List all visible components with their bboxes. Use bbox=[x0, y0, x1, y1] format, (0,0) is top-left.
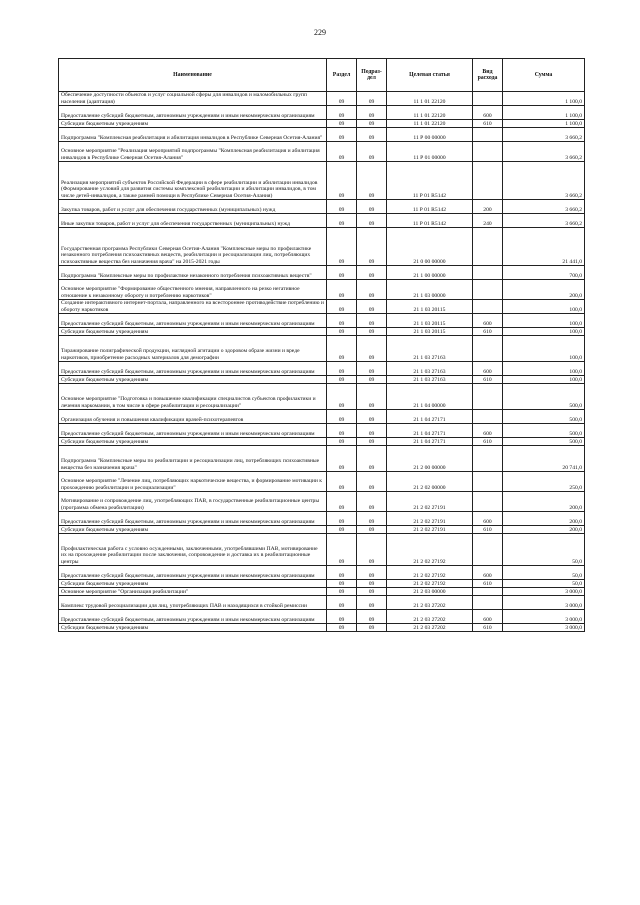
row-target-cell: 21 1 04 27171 bbox=[387, 410, 473, 424]
row-name-cell: Государственная программа Республики Северная Осетия-Алания "Комплексные меры по профилактике незаконного потребления психоактивных веществ, реабилитации и ресоциализации лиц, потребляющих психоактивные вещества без назначения врача" на 2015-2021 годы bbox=[59, 228, 327, 266]
row-name-cell: Иные закупки товаров, работ и услуг для обеспечения государственных (муниципальных) нужд bbox=[59, 214, 327, 228]
table-row bbox=[59, 376, 585, 384]
row-section-cell: 09 bbox=[327, 142, 357, 162]
row-target-cell: 21 1 03 27163 bbox=[387, 336, 473, 362]
row-section-cell: 09 bbox=[327, 472, 357, 492]
row-subsection-cell: 09 bbox=[357, 492, 387, 512]
row-expense-type-cell bbox=[473, 300, 503, 314]
row-sum-cell: 1 100,0 bbox=[503, 106, 585, 120]
table-row bbox=[59, 566, 585, 580]
row-sum-cell: 3 000,0 bbox=[503, 624, 585, 632]
row-name-cell: Субсидии бюджетным учреждениям bbox=[59, 438, 327, 446]
row-name-cell: Подпрограмма "Комплексные меры по профилактике незаконного потребления психоактивных веществ" bbox=[59, 266, 327, 280]
row-target-cell: 21 1 03 27163 bbox=[387, 362, 473, 376]
table-row bbox=[59, 610, 585, 624]
table-row bbox=[59, 362, 585, 376]
row-expense-type-cell bbox=[473, 534, 503, 566]
row-subsection-cell: 09 bbox=[357, 588, 387, 596]
page-number: 229 bbox=[314, 28, 326, 37]
row-subsection-cell: 09 bbox=[357, 610, 387, 624]
row-sum-cell: 200,0 bbox=[503, 526, 585, 534]
row-subsection-cell: 09 bbox=[357, 596, 387, 610]
row-name-cell: Основное мероприятие "Подготовка и повышение квалификации специалистов субъектов профилактики и лечения наркомании, в том числе в сфере реабилитации и ресоциализации" bbox=[59, 384, 327, 410]
row-target-cell: 11 1 01 22120 bbox=[387, 120, 473, 128]
row-target-cell: 21 2 03 27202 bbox=[387, 596, 473, 610]
row-name-cell: Субсидии бюджетным учреждениям bbox=[59, 526, 327, 534]
row-name-cell: Предоставление субсидий бюджетным, автономным учреждениям и иным некоммерческим организациям bbox=[59, 610, 327, 624]
row-sum-cell: 50,0 bbox=[503, 566, 585, 580]
row-section-cell: 09 bbox=[327, 588, 357, 596]
table-row bbox=[59, 300, 585, 314]
row-name-cell: Основное мероприятие "Реализация мероприятий подпрограммы "Комплексная реабилитация и абилитация инвалидов в Республике Северная Осетия-Алания" bbox=[59, 142, 327, 162]
row-expense-type-cell: 600 bbox=[473, 362, 503, 376]
row-subsection-cell: 09 bbox=[357, 624, 387, 632]
row-sum-cell: 3 660,2 bbox=[503, 162, 585, 200]
row-target-cell: 21 1 00 00000 bbox=[387, 266, 473, 280]
row-expense-type-cell: 610 bbox=[473, 526, 503, 534]
row-expense-type-cell bbox=[473, 492, 503, 512]
row-subsection-cell: 09 bbox=[357, 438, 387, 446]
row-target-cell: 11 Р 01 R5142 bbox=[387, 162, 473, 200]
row-sum-cell: 3 660,2 bbox=[503, 200, 585, 214]
row-expense-type-cell bbox=[473, 410, 503, 424]
row-expense-type-cell bbox=[473, 128, 503, 142]
table-body bbox=[59, 92, 585, 632]
header-expense-type: Вид расхода bbox=[473, 59, 503, 92]
table-row bbox=[59, 580, 585, 588]
row-expense-type-cell: 600 bbox=[473, 610, 503, 624]
row-name-cell: Реализация мероприятий субъектов Российской Федерации в сфере реабилитации и абилитации инвалидов (Формирование условий для развития системы комплексной реабилитации и абилитации инвалидов, в том числе детей-инвалидов, а также ранней помощи в Республике Северная Осетия-Алания) bbox=[59, 162, 327, 200]
row-expense-type-cell bbox=[473, 588, 503, 596]
table-row bbox=[59, 526, 585, 534]
table-row bbox=[59, 128, 585, 142]
row-expense-type-cell bbox=[473, 266, 503, 280]
table-row bbox=[59, 624, 585, 632]
row-subsection-cell: 09 bbox=[357, 266, 387, 280]
row-subsection-cell: 09 bbox=[357, 512, 387, 526]
row-section-cell: 09 bbox=[327, 120, 357, 128]
table-row bbox=[59, 336, 585, 362]
row-target-cell: 11 Р 01 R5142 bbox=[387, 200, 473, 214]
row-sum-cell: 500,0 bbox=[503, 410, 585, 424]
row-target-cell: 21 2 02 00000 bbox=[387, 472, 473, 492]
row-target-cell: 21 2 03 27202 bbox=[387, 610, 473, 624]
row-expense-type-cell bbox=[473, 280, 503, 300]
row-subsection-cell: 09 bbox=[357, 384, 387, 410]
row-sum-cell: 50,0 bbox=[503, 534, 585, 566]
row-name-cell: Тиражирование полиграфической продукции, наглядной агитации о здоровом образе жизни и вреде наркотиков, приобретение расходных материалов для демографии bbox=[59, 336, 327, 362]
row-target-cell: 21 2 03 27202 bbox=[387, 624, 473, 632]
row-subsection-cell: 09 bbox=[357, 472, 387, 492]
row-subsection-cell: 09 bbox=[357, 566, 387, 580]
row-section-cell: 09 bbox=[327, 424, 357, 438]
row-name-cell: Профилактическая работа с условно осужденными, заключенными, употреблявшими ПАВ, мотивирование их на прохождение реабилитации после заключения, сопровождение и доставка их в реабилитационные центры bbox=[59, 534, 327, 566]
header-section: Раздел bbox=[327, 59, 357, 92]
row-target-cell: 11 1 01 22120 bbox=[387, 106, 473, 120]
row-subsection-cell: 09 bbox=[357, 336, 387, 362]
row-sum-cell: 200,0 bbox=[503, 280, 585, 300]
row-name-cell: Создание интерактивного интернет-портала, направленного на всестороннее противодействие потреблению и обороту наркотиков bbox=[59, 300, 327, 314]
header-sum: Сумма bbox=[503, 59, 585, 92]
row-expense-type-cell bbox=[473, 162, 503, 200]
row-subsection-cell: 09 bbox=[357, 120, 387, 128]
table-header-row bbox=[59, 59, 585, 92]
row-subsection-cell: 09 bbox=[357, 142, 387, 162]
row-target-cell: 21 1 03 00000 bbox=[387, 280, 473, 300]
row-sum-cell: 700,0 bbox=[503, 266, 585, 280]
row-subsection-cell: 09 bbox=[357, 280, 387, 300]
row-subsection-cell: 09 bbox=[357, 580, 387, 588]
row-sum-cell: 100,0 bbox=[503, 362, 585, 376]
table-row bbox=[59, 472, 585, 492]
table-row bbox=[59, 162, 585, 200]
row-section-cell: 09 bbox=[327, 534, 357, 566]
row-target-cell: 21 2 02 27191 bbox=[387, 526, 473, 534]
row-section-cell: 09 bbox=[327, 300, 357, 314]
table-row bbox=[59, 92, 585, 106]
row-sum-cell: 200,0 bbox=[503, 492, 585, 512]
row-expense-type-cell bbox=[473, 472, 503, 492]
table-row bbox=[59, 280, 585, 300]
row-section-cell: 09 bbox=[327, 526, 357, 534]
table-row bbox=[59, 314, 585, 328]
table-row bbox=[59, 446, 585, 472]
table-row bbox=[59, 492, 585, 512]
row-name-cell: Предоставление субсидий бюджетным, автономным учреждениям и иным некоммерческим организациям bbox=[59, 314, 327, 328]
row-section-cell: 09 bbox=[327, 362, 357, 376]
row-subsection-cell: 09 bbox=[357, 200, 387, 214]
row-sum-cell: 3 660,2 bbox=[503, 142, 585, 162]
row-expense-type-cell: 610 bbox=[473, 120, 503, 128]
row-subsection-cell: 09 bbox=[357, 300, 387, 314]
row-sum-cell: 100,0 bbox=[503, 376, 585, 384]
table-row bbox=[59, 438, 585, 446]
row-target-cell: 21 1 03 20115 bbox=[387, 328, 473, 336]
row-name-cell: Основное мероприятие "Лечение лиц, потребляющих наркотические вещества, и формирование мотивации к прохождению реабилитации и ресоциализации" bbox=[59, 472, 327, 492]
row-sum-cell: 500,0 bbox=[503, 384, 585, 410]
row-expense-type-cell: 600 bbox=[473, 512, 503, 526]
table-row bbox=[59, 596, 585, 610]
row-target-cell: 21 1 03 20115 bbox=[387, 314, 473, 328]
row-section-cell: 09 bbox=[327, 162, 357, 200]
row-subsection-cell: 09 bbox=[357, 424, 387, 438]
table-row bbox=[59, 120, 585, 128]
row-target-cell: 11 Р 00 00000 bbox=[387, 128, 473, 142]
row-target-cell: 21 2 03 00000 bbox=[387, 588, 473, 596]
row-expense-type-cell bbox=[473, 92, 503, 106]
row-expense-type-cell: 200 bbox=[473, 200, 503, 214]
header-name: Наименование bbox=[59, 59, 327, 92]
row-subsection-cell: 09 bbox=[357, 526, 387, 534]
row-name-cell: Закупка товаров, работ и услуг для обеспечения государственных (муниципальных) нужд bbox=[59, 200, 327, 214]
row-name-cell: Субсидии бюджетным учреждениям bbox=[59, 580, 327, 588]
row-section-cell: 09 bbox=[327, 314, 357, 328]
row-section-cell: 09 bbox=[327, 624, 357, 632]
table-row bbox=[59, 512, 585, 526]
row-section-cell: 09 bbox=[327, 266, 357, 280]
row-target-cell: 21 1 04 00000 bbox=[387, 384, 473, 410]
row-subsection-cell: 09 bbox=[357, 328, 387, 336]
row-section-cell: 09 bbox=[327, 410, 357, 424]
row-name-cell: Комплекс трудовой ресоциализации для лиц, употребляющих ПАВ и находящихся в стойкой ремиссии bbox=[59, 596, 327, 610]
row-target-cell: 11 Р 01 00000 bbox=[387, 142, 473, 162]
row-section-cell: 09 bbox=[327, 566, 357, 580]
row-expense-type-cell: 610 bbox=[473, 328, 503, 336]
row-sum-cell: 100,0 bbox=[503, 300, 585, 314]
row-subsection-cell: 09 bbox=[357, 214, 387, 228]
row-section-cell: 09 bbox=[327, 280, 357, 300]
row-target-cell: 21 1 04 27171 bbox=[387, 424, 473, 438]
row-sum-cell: 3 000,0 bbox=[503, 596, 585, 610]
row-name-cell: Предоставление субсидий бюджетным, автономным учреждениям и иным некоммерческим организациям bbox=[59, 424, 327, 438]
row-target-cell: 11 1 01 22120 bbox=[387, 92, 473, 106]
row-name-cell: Предоставление субсидий бюджетным, автономным учреждениям и иным некоммерческим организациям bbox=[59, 106, 327, 120]
header-subsection: Подраз-дел bbox=[357, 59, 387, 92]
row-name-cell: Субсидии бюджетным учреждениям bbox=[59, 120, 327, 128]
row-expense-type-cell: 610 bbox=[473, 438, 503, 446]
row-target-cell: 21 1 04 27171 bbox=[387, 438, 473, 446]
row-subsection-cell: 09 bbox=[357, 228, 387, 266]
table-row bbox=[59, 142, 585, 162]
row-section-cell: 09 bbox=[327, 228, 357, 266]
row-sum-cell: 20 741,0 bbox=[503, 446, 585, 472]
row-target-cell: 21 0 00 00000 bbox=[387, 228, 473, 266]
row-section-cell: 09 bbox=[327, 438, 357, 446]
row-sum-cell: 500,0 bbox=[503, 424, 585, 438]
row-subsection-cell: 09 bbox=[357, 106, 387, 120]
row-sum-cell: 100,0 bbox=[503, 336, 585, 362]
row-expense-type-cell: 610 bbox=[473, 376, 503, 384]
row-expense-type-cell: 600 bbox=[473, 424, 503, 438]
row-section-cell: 09 bbox=[327, 92, 357, 106]
row-sum-cell: 250,0 bbox=[503, 472, 585, 492]
row-expense-type-cell: 610 bbox=[473, 580, 503, 588]
row-section-cell: 09 bbox=[327, 384, 357, 410]
header-target: Целевая статья bbox=[387, 59, 473, 92]
row-section-cell: 09 bbox=[327, 580, 357, 588]
row-sum-cell: 3 000,0 bbox=[503, 588, 585, 596]
row-section-cell: 09 bbox=[327, 214, 357, 228]
row-section-cell: 09 bbox=[327, 336, 357, 362]
row-name-cell: Основное мероприятие "Формирование общественного мнения, направленного на резко негативное отношение к незаконному обороту и потреблению наркотиков" bbox=[59, 280, 327, 300]
row-target-cell: 11 Р 01 R5142 bbox=[387, 214, 473, 228]
row-sum-cell: 100,0 bbox=[503, 314, 585, 328]
row-sum-cell: 200,0 bbox=[503, 512, 585, 526]
row-section-cell: 09 bbox=[327, 492, 357, 512]
budget-table bbox=[58, 58, 585, 632]
row-name-cell: Предоставление субсидий бюджетным, автономным учреждениям и иным некоммерческим организациям bbox=[59, 566, 327, 580]
row-name-cell: Организация обучения и повышения квалификации врачей-психотерапевтов bbox=[59, 410, 327, 424]
table-row bbox=[59, 410, 585, 424]
row-name-cell: Основное мероприятие "Организация реабилитации" bbox=[59, 588, 327, 596]
row-expense-type-cell: 600 bbox=[473, 314, 503, 328]
table-row bbox=[59, 588, 585, 596]
row-sum-cell: 100,0 bbox=[503, 328, 585, 336]
row-expense-type-cell bbox=[473, 142, 503, 162]
row-section-cell: 09 bbox=[327, 596, 357, 610]
row-subsection-cell: 09 bbox=[357, 314, 387, 328]
row-expense-type-cell bbox=[473, 446, 503, 472]
row-target-cell: 21 2 02 27191 bbox=[387, 492, 473, 512]
table-row bbox=[59, 214, 585, 228]
row-subsection-cell: 09 bbox=[357, 162, 387, 200]
row-expense-type-cell bbox=[473, 336, 503, 362]
row-target-cell: 21 2 00 00000 bbox=[387, 446, 473, 472]
row-subsection-cell: 09 bbox=[357, 410, 387, 424]
row-subsection-cell: 09 bbox=[357, 92, 387, 106]
table-row bbox=[59, 106, 585, 120]
table-row bbox=[59, 328, 585, 336]
table-row bbox=[59, 200, 585, 214]
table-row bbox=[59, 384, 585, 410]
row-target-cell: 21 2 02 27192 bbox=[387, 580, 473, 588]
row-section-cell: 09 bbox=[327, 200, 357, 214]
row-sum-cell: 3 660,2 bbox=[503, 128, 585, 142]
row-name-cell: Субсидии бюджетным учреждениям bbox=[59, 376, 327, 384]
row-section-cell: 09 bbox=[327, 106, 357, 120]
row-sum-cell: 1 100,0 bbox=[503, 120, 585, 128]
row-name-cell: Подпрограмма "Комплексные меры по реабилитации и ресоциализации лиц, потребляющих психоактивные вещества без назначения врача" bbox=[59, 446, 327, 472]
row-sum-cell: 1 100,0 bbox=[503, 92, 585, 106]
table-row bbox=[59, 424, 585, 438]
row-name-cell: Предоставление субсидий бюджетным, автономным учреждениям и иным некоммерческим организациям bbox=[59, 512, 327, 526]
row-subsection-cell: 09 bbox=[357, 362, 387, 376]
row-sum-cell: 21 441,0 bbox=[503, 228, 585, 266]
row-sum-cell: 50,0 bbox=[503, 580, 585, 588]
row-name-cell: Субсидии бюджетным учреждениям bbox=[59, 624, 327, 632]
row-section-cell: 09 bbox=[327, 446, 357, 472]
row-name-cell: Мотивирование и сопровождение лиц, употребляющих ПАВ, в государственные реабилитационные центры (программа обмена реабилитации) bbox=[59, 492, 327, 512]
row-section-cell: 09 bbox=[327, 328, 357, 336]
row-section-cell: 09 bbox=[327, 512, 357, 526]
row-target-cell: 21 1 03 27163 bbox=[387, 376, 473, 384]
row-expense-type-cell bbox=[473, 384, 503, 410]
row-target-cell: 21 1 03 20115 bbox=[387, 300, 473, 314]
row-expense-type-cell: 600 bbox=[473, 106, 503, 120]
row-expense-type-cell: 600 bbox=[473, 566, 503, 580]
row-sum-cell: 500,0 bbox=[503, 438, 585, 446]
row-expense-type-cell: 240 bbox=[473, 214, 503, 228]
row-expense-type-cell bbox=[473, 596, 503, 610]
row-expense-type-cell: 610 bbox=[473, 624, 503, 632]
row-subsection-cell: 09 bbox=[357, 128, 387, 142]
row-sum-cell: 3 000,0 bbox=[503, 610, 585, 624]
row-expense-type-cell bbox=[473, 228, 503, 266]
row-section-cell: 09 bbox=[327, 376, 357, 384]
row-section-cell: 09 bbox=[327, 128, 357, 142]
table-row bbox=[59, 266, 585, 280]
row-name-cell: Предоставление субсидий бюджетным, автономным учреждениям и иным некоммерческим организациям bbox=[59, 362, 327, 376]
table-row bbox=[59, 534, 585, 566]
row-target-cell: 21 2 02 27191 bbox=[387, 512, 473, 526]
row-sum-cell: 3 660,2 bbox=[503, 214, 585, 228]
row-subsection-cell: 09 bbox=[357, 376, 387, 384]
row-subsection-cell: 09 bbox=[357, 534, 387, 566]
row-name-cell: Субсидии бюджетным учреждениям bbox=[59, 328, 327, 336]
row-subsection-cell: 09 bbox=[357, 446, 387, 472]
row-name-cell: Обеспечение доступности объектов и услуг социальной сферы для инвалидов и маломобильных групп населения (адаптация) bbox=[59, 92, 327, 106]
row-section-cell: 09 bbox=[327, 610, 357, 624]
row-target-cell: 21 2 02 27192 bbox=[387, 566, 473, 580]
row-name-cell: Подпрограмма "Комплексная реабилитация и абилитация инвалидов в Республике Северная Осетия-Алания" bbox=[59, 128, 327, 142]
row-target-cell: 21 2 02 27192 bbox=[387, 534, 473, 566]
table-row bbox=[59, 228, 585, 266]
